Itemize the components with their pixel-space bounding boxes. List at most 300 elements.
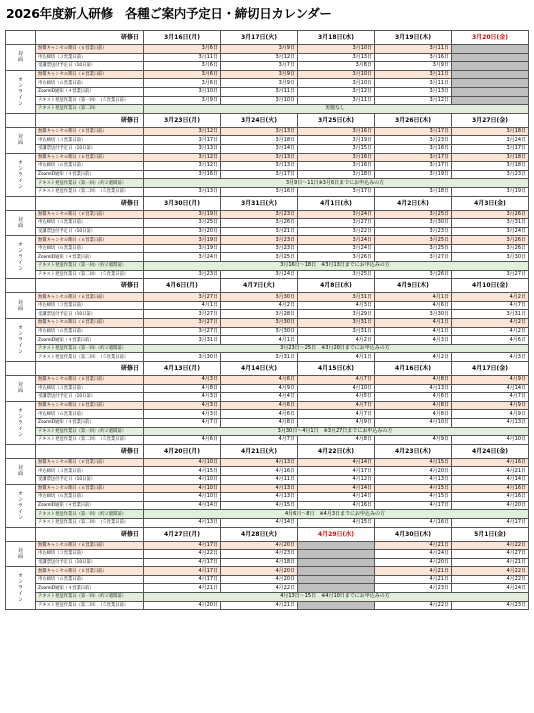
date-cell: 4月21日 (375, 575, 452, 584)
date-cell: 3月31日 (452, 310, 529, 319)
date-cell: 3月20日 (144, 227, 221, 236)
date-cell: 4月8日 (375, 376, 452, 385)
date-cell: 4月9日 (298, 418, 375, 427)
date-cell: 4月10日 (144, 475, 221, 484)
training-date: 4月14日(火) (221, 362, 298, 376)
date-cell: 4月10日 (144, 493, 221, 502)
training-date: 3月18日(水) (298, 31, 375, 45)
date-cell: 3月13日 (375, 87, 452, 96)
date-cell: 4月17日 (144, 558, 221, 567)
category-online: オ ン ラ イ ン (6, 567, 36, 610)
date-cell: 4月15日 (375, 484, 452, 493)
deadline-row (6, 253, 529, 262)
deadline-row (6, 353, 529, 362)
date-cell: 3月11日 (144, 53, 221, 62)
date-cell: 4月21日 (452, 558, 529, 567)
date-cell: 3月18日 (298, 170, 375, 179)
date-cell: 3月23日 (221, 244, 298, 253)
date-cell: 4月7日 (298, 401, 375, 410)
date-cell: 4月7日 (298, 376, 375, 385)
date-cell: 3月24日 (298, 210, 375, 219)
date-cell: 3月17日 (375, 153, 452, 162)
row-label: 無償キャンセル期日（６営業日前） (36, 567, 144, 576)
date-cell: 3月26日 (375, 270, 452, 279)
deadline-row (6, 244, 529, 253)
date-cell: 4月6日 (221, 401, 298, 410)
date-cell: 4月2日 (298, 336, 375, 345)
date-cell: 3月11日 (298, 96, 375, 105)
date-cell: 3月18日 (452, 153, 529, 162)
deadline-row (6, 593, 529, 602)
date-cell: 3月6日 (144, 79, 221, 88)
merged-note: 3月16日～18日 ※3月13日までにお申込みの方 (144, 262, 529, 271)
date-cell: 3月19日 (452, 187, 529, 196)
date-cell: 4月1日 (375, 327, 452, 336)
deadline-row (6, 376, 529, 385)
row-label: 申込締切（６営業日前） (36, 79, 144, 88)
date-cell: 4月1日 (375, 319, 452, 328)
date-cell: 3月24日 (144, 253, 221, 262)
closed-cell (452, 45, 529, 54)
date-cell: 4月23日 (452, 601, 529, 610)
date-cell: 3月16日 (375, 53, 452, 62)
closed-cell (298, 550, 375, 559)
date-cell: 4月6日 (221, 410, 298, 419)
training-date: 4月8日(水) (298, 279, 375, 293)
date-cell: 4月3日 (298, 301, 375, 310)
date-cell: 3月16日 (221, 187, 298, 196)
deadline-row (6, 210, 529, 219)
deadline-row (6, 558, 529, 567)
training-date: 4月29日(水) (298, 527, 375, 541)
date-cell: 4月15日 (375, 493, 452, 502)
row-label: 無償キャンセル期日（６営業日前） (36, 153, 144, 162)
row-label: 申込締切（６営業日前） (36, 575, 144, 584)
week-header-row (6, 196, 529, 210)
deadline-row (6, 179, 529, 188)
date-cell: 4月10日 (144, 458, 221, 467)
date-cell: 3月30日 (375, 310, 452, 319)
date-cell: 4月1日 (298, 353, 375, 362)
date-cell: 4月22日 (221, 584, 298, 593)
week-header-row (6, 279, 529, 293)
header-spacer (6, 279, 36, 293)
deadline-row (6, 162, 529, 171)
row-label: 申込締切（６営業日前） (36, 327, 144, 336)
row-label: 申込締切（３営業日前） (36, 53, 144, 62)
deadline-row (6, 79, 529, 88)
training-date: 4月10日(金) (452, 279, 529, 293)
date-cell: 3月30日 (452, 253, 529, 262)
date-cell: 3月30日 (221, 327, 298, 336)
date-cell: 3月22日 (298, 227, 375, 236)
row-label: 申込締切（６営業日前） (36, 162, 144, 171)
row-label: ZoomID通知（４営業日前） (36, 501, 144, 510)
deadline-row (6, 327, 529, 336)
date-cell: 4月9日 (452, 401, 529, 410)
date-cell: 3月9日 (375, 62, 452, 71)
date-cell: 3月25日 (298, 270, 375, 279)
row-label: 無償キャンセル期日（６営業日前） (36, 376, 144, 385)
deadline-row (6, 144, 529, 153)
training-date: 4月16日(木) (375, 362, 452, 376)
date-cell: 3月19日 (144, 210, 221, 219)
date-cell: 3月11日 (375, 45, 452, 54)
training-date: 4月7日(火) (221, 279, 298, 293)
date-cell: 4月13日 (221, 484, 298, 493)
row-label: 無償キャンセル期日（６営業日前） (36, 293, 144, 302)
date-cell: 3月9日 (221, 45, 298, 54)
date-cell: 4月15日 (221, 501, 298, 510)
date-cell: 4月1日 (221, 336, 298, 345)
header-spacer (6, 362, 36, 376)
date-cell: 3月17日 (144, 136, 221, 145)
deadline-row (6, 575, 529, 584)
row-label: 無償キャンセル期日（６営業日前） (36, 210, 144, 219)
deadline-row (6, 541, 529, 550)
deadline-row (6, 475, 529, 484)
row-label: テキスト発送作業日（第二回） （５営業日前） (36, 187, 144, 196)
date-cell: 3月12日 (144, 127, 221, 136)
date-cell: 4月22日 (375, 601, 452, 610)
row-label: 申込締切（３営業日前） (36, 550, 144, 559)
training-date: 4月15日(水) (298, 362, 375, 376)
date-cell: 4月21日 (452, 467, 529, 476)
date-cell: 4月17日 (144, 541, 221, 550)
date-cell: 4月23日 (221, 550, 298, 559)
date-cell: 3月30日 (221, 319, 298, 328)
date-cell: 3月17日 (375, 127, 452, 136)
date-cell: 3月11日 (375, 70, 452, 79)
row-label: ZoomID通知（４営業日前） (36, 253, 144, 262)
merged-note: 3月9日～11日※3月6日までにお申込みの方 (144, 179, 529, 188)
deadline-row (6, 384, 529, 393)
date-cell: 4月17日 (452, 518, 529, 527)
week-header-row (6, 527, 529, 541)
date-cell: 3月13日 (221, 162, 298, 171)
date-cell: 4月14日 (144, 501, 221, 510)
deadline-row (6, 467, 529, 476)
closed-cell (452, 96, 529, 105)
date-cell: 3月26日 (298, 253, 375, 262)
date-cell: 4月6日 (144, 436, 221, 445)
category-face-to-face: 対 面 (6, 210, 36, 236)
date-cell: 3月17日 (375, 162, 452, 171)
merged-note: 実施なし (144, 105, 529, 114)
date-cell: 4月2日 (221, 301, 298, 310)
date-cell: 3月14日 (221, 144, 298, 153)
row-label: ZoomID通知（４営業日前） (36, 584, 144, 593)
date-cell: 3月24日 (452, 227, 529, 236)
date-cell: 3月26日 (452, 210, 529, 219)
training-date: 4月1日(水) (298, 196, 375, 210)
date-cell: 4月7日 (221, 436, 298, 445)
training-date: 4月22日(水) (298, 444, 375, 458)
date-cell: 3月25日 (144, 219, 221, 228)
date-cell: 4月2日 (452, 327, 529, 336)
category-online: オ ン ラ イ ン (6, 236, 36, 279)
date-cell: 4月8日 (298, 436, 375, 445)
row-label: 受講票送付予定日（10日前） (36, 62, 144, 71)
training-date: 3月23日(月) (144, 113, 221, 127)
deadline-row (6, 458, 529, 467)
deadline-row (6, 501, 529, 510)
date-cell: 4月20日 (375, 467, 452, 476)
deadline-row (6, 227, 529, 236)
date-cell: 4月5日 (298, 393, 375, 402)
date-cell: 4月2日 (452, 293, 529, 302)
date-cell: 4月9日 (375, 436, 452, 445)
category-face-to-face: 対 面 (6, 293, 36, 319)
date-cell: 3月30日 (375, 219, 452, 228)
week-header-row (6, 113, 529, 127)
training-date: 3月30日(月) (144, 196, 221, 210)
training-date: 4月9日(木) (375, 279, 452, 293)
date-cell: 3月9日 (221, 79, 298, 88)
row-label: 無償キャンセル期日（６営業日前） (36, 401, 144, 410)
date-cell: 4月12日 (298, 475, 375, 484)
week-header-row (6, 31, 529, 45)
date-cell: 3月27日 (144, 319, 221, 328)
date-cell: 3月6日 (144, 70, 221, 79)
date-cell: 4月8日 (144, 384, 221, 393)
date-cell: 3月26日 (221, 219, 298, 228)
date-cell: 3月29日 (298, 310, 375, 319)
date-cell: 4月14日 (298, 484, 375, 493)
date-cell: 3月16日 (298, 127, 375, 136)
row-label: テキスト発送作業日（第二回） （５営業日前） (36, 436, 144, 445)
closed-cell (298, 601, 375, 610)
deadline-row (6, 170, 529, 179)
deadline-row (6, 410, 529, 419)
deadline-row (6, 484, 529, 493)
date-cell: 4月6日 (375, 393, 452, 402)
training-date: 4月21日(火) (221, 444, 298, 458)
date-cell: 3月18日 (221, 136, 298, 145)
date-cell: 3月24日 (452, 136, 529, 145)
date-cell: 4月8日 (375, 410, 452, 419)
row-label: ZoomID通知（４営業日前） (36, 418, 144, 427)
week-header-row (6, 362, 529, 376)
date-cell: 3月10日 (298, 79, 375, 88)
date-cell: 4月9日 (452, 376, 529, 385)
row-label: テキスト発送作業日（第二回） （５営業日前） (36, 270, 144, 279)
deadline-row (6, 70, 529, 79)
deadline-row (6, 393, 529, 402)
header-label: 研修日 (36, 362, 144, 376)
header-spacer (6, 444, 36, 458)
date-cell: 3月16日 (375, 144, 452, 153)
date-cell: 3月26日 (452, 244, 529, 253)
category-face-to-face: 対 面 (6, 458, 36, 484)
deadline-row (6, 344, 529, 353)
date-cell: 3月19日 (298, 136, 375, 145)
date-cell: 3月13日 (221, 127, 298, 136)
date-cell: 3月11日 (375, 79, 452, 88)
category-online: オ ン ラ イ ン (6, 484, 36, 527)
training-date: 3月17日(火) (221, 31, 298, 45)
date-cell: 4月6日 (452, 336, 529, 345)
date-cell: 3月6日 (144, 45, 221, 54)
deadline-row (6, 45, 529, 54)
row-label: テキスト発送作業日（第一回）（約２週間前） (36, 593, 144, 602)
date-cell: 4月10日 (375, 418, 452, 427)
date-cell: 4月14日 (452, 384, 529, 393)
date-cell: 4月22日 (452, 567, 529, 576)
date-cell: 3月12日 (144, 162, 221, 171)
date-cell: 3月13日 (144, 187, 221, 196)
date-cell: 3月12日 (298, 87, 375, 96)
date-cell: 4月3日 (144, 410, 221, 419)
deadline-row (6, 310, 529, 319)
deadline-row (6, 262, 529, 271)
date-cell: 3月25日 (375, 244, 452, 253)
row-label: 受講票送付予定日（10日前） (36, 144, 144, 153)
date-cell: 3月19日 (144, 236, 221, 245)
date-cell: 4月3日 (452, 353, 529, 362)
date-cell: 3月25日 (221, 253, 298, 262)
date-cell: 3月27日 (144, 327, 221, 336)
row-label: 申込締切（３営業日前） (36, 384, 144, 393)
date-cell: 4月21日 (221, 601, 298, 610)
deadline-row (6, 53, 529, 62)
row-label: 受講票送付予定日（10日前） (36, 558, 144, 567)
date-cell: 3月12日 (144, 153, 221, 162)
date-cell: 3月12日 (375, 96, 452, 105)
closed-cell (298, 567, 375, 576)
training-date: 4月28日(火) (221, 527, 298, 541)
date-cell: 3月15日 (298, 144, 375, 153)
training-date: 3月31日(火) (221, 196, 298, 210)
deadline-row (6, 293, 529, 302)
date-cell: 3月27日 (144, 310, 221, 319)
date-cell: 3月28日 (221, 310, 298, 319)
training-date: 3月24日(火) (221, 113, 298, 127)
date-cell: 4月17日 (144, 567, 221, 576)
date-cell: 4月3日 (144, 393, 221, 402)
date-cell: 4月20日 (221, 567, 298, 576)
merged-note: 3月23日～25日 ※3月20日までにお申込みの方 (144, 344, 529, 353)
date-cell: 4月14日 (452, 475, 529, 484)
header-spacer (6, 31, 36, 45)
date-cell: 4月13日 (452, 418, 529, 427)
date-cell: 4月16日 (452, 458, 529, 467)
date-cell: 3月10日 (221, 96, 298, 105)
deadline-row (6, 601, 529, 610)
date-cell: 3月19日 (144, 244, 221, 253)
closed-cell (298, 558, 375, 567)
deadline-row (6, 105, 529, 114)
row-label: ZoomID通知（４営業日前） (36, 336, 144, 345)
header-label: 研修日 (36, 444, 144, 458)
training-date: 4月17日(金) (452, 362, 529, 376)
row-label: 申込締切（６営業日前） (36, 244, 144, 253)
date-cell: 3月31日 (221, 353, 298, 362)
training-date: 3月26日(木) (375, 113, 452, 127)
row-label: 受講票送付予定日（10日前） (36, 475, 144, 484)
row-label: 申込締切（３営業日前） (36, 136, 144, 145)
deadline-row (6, 219, 529, 228)
row-label: テキスト発送作業日（第一回）（約２週間前） (36, 179, 144, 188)
row-label: テキスト発送作業日（第二回） （５営業日前） (36, 601, 144, 610)
deadline-row (6, 493, 529, 502)
deadline-row (6, 96, 529, 105)
date-cell: 3月10日 (298, 45, 375, 54)
date-cell: 3月19日 (375, 170, 452, 179)
date-cell: 3月23日 (452, 170, 529, 179)
date-cell: 3月7日 (221, 62, 298, 71)
date-cell: 4月2日 (452, 319, 529, 328)
training-date: 4月30日(木) (375, 527, 452, 541)
date-cell: 3月31日 (452, 219, 529, 228)
date-cell: 3月10日 (298, 70, 375, 79)
date-cell: 4月16日 (375, 518, 452, 527)
date-cell: 4月4日 (221, 393, 298, 402)
deadline-row (6, 518, 529, 527)
date-cell: 4月22日 (452, 575, 529, 584)
date-cell: 3月9日 (221, 70, 298, 79)
closed-cell (452, 62, 529, 71)
date-cell: 4月6日 (221, 376, 298, 385)
date-cell: 3月9日 (144, 96, 221, 105)
date-cell: 3月16日 (298, 162, 375, 171)
date-cell: 3月31日 (298, 293, 375, 302)
row-label: 申込締切（３営業日前） (36, 301, 144, 310)
closed-cell (452, 53, 529, 62)
training-date: 3月19日(木) (375, 31, 452, 45)
date-cell: 4月15日 (144, 467, 221, 476)
category-online: オ ン ラ イ ン (6, 319, 36, 362)
closed-cell (298, 584, 375, 593)
date-cell: 3月31日 (144, 336, 221, 345)
date-cell: 3月17日 (452, 144, 529, 153)
date-cell: 3月25日 (375, 210, 452, 219)
deadline-row (6, 567, 529, 576)
row-label: テキスト発送作業日（第一回）（約２週間前） (36, 510, 144, 519)
date-cell: 4月16日 (452, 484, 529, 493)
date-cell: 4月14日 (298, 493, 375, 502)
deadline-row (6, 236, 529, 245)
date-cell: 3月27日 (298, 219, 375, 228)
date-cell: 4月3日 (144, 401, 221, 410)
row-label: 無償キャンセル期日（６営業日前） (36, 45, 144, 54)
training-date: 4月23日(木) (375, 444, 452, 458)
header-spacer (6, 527, 36, 541)
date-cell: 3月23日 (375, 227, 452, 236)
date-cell: 4月21日 (375, 541, 452, 550)
training-date: 4月27日(月) (144, 527, 221, 541)
date-cell: 4月20日 (144, 601, 221, 610)
date-cell: 4月20日 (221, 575, 298, 584)
deadline-row (6, 127, 529, 136)
row-label: 無償キャンセル期日（６営業日前） (36, 319, 144, 328)
date-cell: 3月13日 (221, 153, 298, 162)
date-cell: 3月11日 (221, 87, 298, 96)
date-cell: 4月7日 (298, 410, 375, 419)
date-cell: 3月31日 (298, 319, 375, 328)
training-date: 3月16日(月) (144, 31, 221, 45)
deadline-row (6, 418, 529, 427)
deadline-row (6, 153, 529, 162)
date-cell: 3月13日 (144, 144, 221, 153)
deadline-row (6, 336, 529, 345)
date-cell: 4月2日 (375, 353, 452, 362)
date-cell: 3月30日 (144, 353, 221, 362)
category-online: オ ン ラ イ ン (6, 70, 36, 113)
date-cell: 3月24日 (298, 236, 375, 245)
date-cell: 4月1日 (375, 293, 452, 302)
closed-cell (298, 575, 375, 584)
